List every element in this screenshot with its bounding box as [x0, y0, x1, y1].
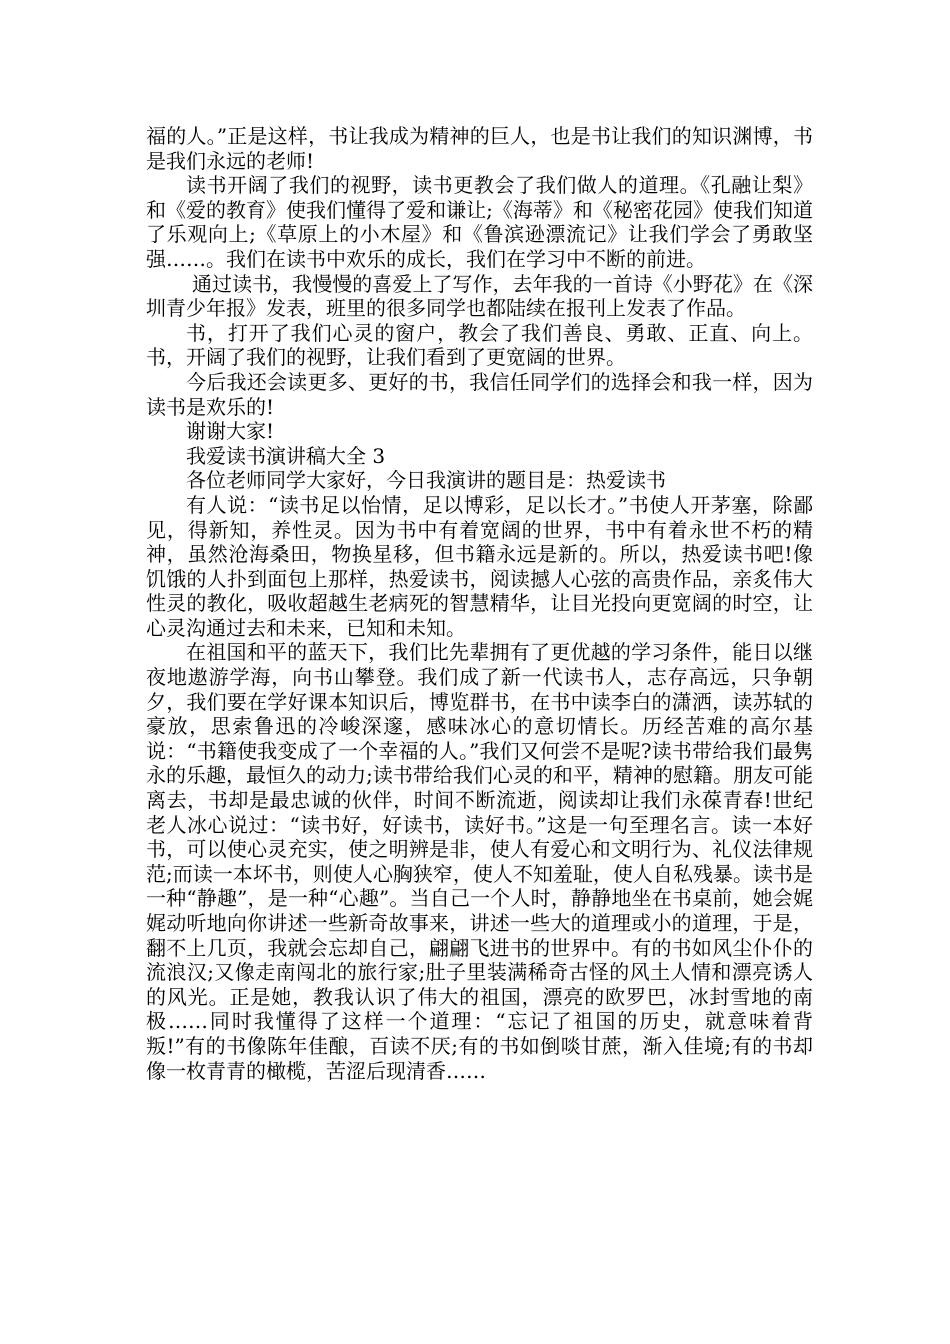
paragraph-continuation: 福的人。”正是这样，书让我成为精神的巨人，也是书让我们的知识渊博，书是我们永远的老师!: [146, 124, 813, 173]
section-heading: 我爱读书演讲稿大全 3: [186, 443, 386, 468]
paragraph-thanks: 谢谢大家!: [186, 419, 275, 444]
paragraph-future-reading: 今后我还会读更多、更好的书，我信任同学们的选择会和我一样，因为读书是欢乐的!: [146, 369, 813, 419]
paragraph-quote-intro: 有人说：“读书足以怡情，足以博彩，足以长才。”书使人开茅塞，除鄙见，得新知，养性灵。因为书中有着宽阔的世界，书中有着永世不朽的精神，虽然沧海桑田，物换星移，但书籍永远是新的。所以，热爱读书吧!像饥饿的人扑到面包上那样，热爱读书，阅读撼人心弦的高贵作品，亲炙伟大性灵的教化，吸收超越生老病死的智慧精华，让目光投向更宽阔的时空，让心灵沟通过去和未来，已知和未知。: [146, 492, 813, 640]
paragraph-greeting: 各位老师同学大家好，今日我演讲的题目是：热爱读书: [186, 468, 666, 493]
paragraph-writing: 通过读书，我慢慢的喜爱上了写作，去年我的一首诗《小野花》在《深圳青少年报》发表，班里的很多同学也都陆续在报刊上发表了作品。: [146, 271, 813, 321]
document-page: [146, 124, 813, 1083]
paragraph-reading-broadens-view: 读书开阔了我们的视野，读书更教会了我们做人的道理。《孔融让梨》和《爱的教育》使我们懂得了爱和谦让;《海蒂》和《秘密花园》使我们知道了乐观向上;《草原上的小木屋》和《鲁滨逊漂流记》让我们学会了勇敢坚强……。我们在读书中欢乐的成长，我们在学习中不断的前进。: [146, 173, 813, 271]
paragraph-book-window: 书，打开了我们心灵的窗户，教会了我们善良、勇敢、正直、向上。书，开阔了我们的视野，让我们看到了更宽阔的世界。: [146, 320, 813, 370]
paragraph-main-body: 在祖国和平的蓝天下，我们比先辈拥有了更优越的学习条件，能日以继夜地遨游学海，向书山攀登。我们成了新一代读书人，志存高远，只争朝夕，我们要在学好课本知识后，博览群书，在书中读李白的潇洒，读苏轼的豪放，思索鲁迅的冷峻深邃，感味冰心的意切情长。历经苦难的高尔基说：“书籍使我变成了一个幸福的人。”我们又何尝不是呢?读书带给我们最隽永的乐趣，最恒久的动力;读书带给我们心灵的和平，精神的慰籍。朋友可能离去，书却是最忠诚的伙伴，时间不断流逝，阅读却让我们永葆青春!世纪老人冰心说过：“读书好，好读书，读好书。”这是一句至理名言。读一本好书，可以使心灵充实，使之明辨是非，使人有爱心和文明行为、礼仪法律规范;而读一本坏书，则使人心胸狭窄，使人不知羞耻，使人自私残暴。读书是一种“静趣”，是一种“心趣”。当自己一个人时，静静地坐在书桌前，她会娓娓动听地向你讲述一些新奇故事来，讲述一些大的道理或小的道理，于是，翻不上几页，我就会忘却自己，翩翩飞进书的世界中。有的书如风尘仆仆的流浪汉;又像走南闯北的旅行家;肚子里装满稀奇古怪的风土人情和漂亮诱人的风光。正是她，教我认识了伟大的祖国，漂亮的欧罗巴，冰封雪地的南极……同时我懂得了这样一个道理：“忘记了祖国的历史，就意味着背叛!”有的书像陈年佳酿，百读不厌;有的书如倒啖甘蔗，渐入佳境;有的书却像一枚青青的橄榄，苦涩后现清香……: [146, 640, 813, 1083]
